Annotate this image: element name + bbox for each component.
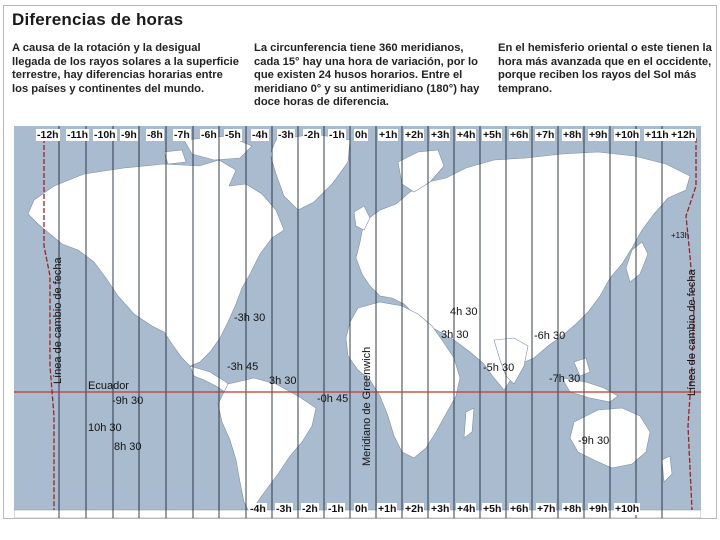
ecuador-label: Ecuador (88, 380, 129, 392)
top-zone-label: -2h (304, 129, 320, 141)
paragraph-meridians: La circunferencia tiene 360 meridianos, cada 15° hay una hora de variación, por lo que existen 24 husos horarios. Entre el meridiano 0° y su antimeridiano (180°) hay doce horas de diferencia. (254, 42, 480, 109)
top-zone-label: +10h (615, 129, 640, 141)
bottom-zone-label: -1h (328, 503, 344, 515)
top-zone-label: +4h (457, 129, 476, 141)
top-zone-label: -1h (329, 129, 345, 141)
paragraph-rotation: A causa de la rotación y la desigual llegada de los rayos solares a la superficie terrestre, hay diferencias horarias entre los países y continentes del mundo. (12, 42, 239, 95)
zone-offset-label: -9h 30 (578, 435, 610, 447)
map-canvas (14, 126, 701, 518)
top-zone-label: -8h (147, 129, 163, 141)
top-zone-label: -7h (174, 129, 190, 141)
top-zone-label: -12h (37, 129, 59, 141)
top-zone-label: +8h (563, 129, 582, 141)
top-zone-label: -4h (252, 129, 268, 141)
top-zone-label: +6h (510, 129, 529, 141)
zone-offset-label: -0h 45 (317, 393, 349, 405)
zone-offset-label: -3h 30 (234, 312, 266, 324)
bottom-zone-label: +7h (537, 503, 556, 515)
zone-offset-label: -6h 30 (534, 330, 566, 342)
bottom-zone-label: +2h (405, 503, 424, 515)
zone-offset-label: +13h (671, 231, 690, 240)
bottom-zone-label: +3h (431, 503, 450, 515)
paragraph-eastern-hemisphere: En el hemisferio oriental o este tienen la hora más avanzada que en el occidente, porque reciben los rayos del Sol más temprano. (498, 42, 712, 95)
top-zone-label: +12h (671, 129, 696, 141)
zone-offset-label: 3h 30 (441, 329, 469, 341)
date-line-right-label: Línea de cambio de fecha (686, 269, 698, 396)
bottom-zone-label: +9h (589, 503, 608, 515)
zone-offset-label: -5h 30 (483, 362, 515, 374)
top-zone-label: +2h (405, 129, 424, 141)
world-time-zone-map (14, 126, 701, 518)
bottom-zone-label: +10h (615, 503, 640, 515)
top-zone-label: +7h (536, 129, 555, 141)
zone-offset-label: 8h 30 (114, 441, 142, 453)
top-zone-label: +3h (431, 129, 450, 141)
bottom-zone-label: +1h (378, 503, 397, 515)
bottom-zone-label: +4h (457, 503, 476, 515)
date-line-left-label: Línea de cambio de fecha (52, 257, 64, 384)
zone-offset-label: -7h 30 (549, 373, 581, 385)
top-zone-label: -5h (225, 129, 241, 141)
top-zone-label: +5h (483, 129, 502, 141)
bottom-zone-label: +6h (510, 503, 529, 515)
top-zone-label: -10h (94, 129, 116, 141)
zone-offset-label: 10h 30 (88, 422, 122, 434)
top-zone-label: +1h (379, 129, 398, 141)
zone-offset-label: -9h 30 (112, 395, 144, 407)
top-zone-label: -6h (201, 129, 217, 141)
top-zone-label: -3h (278, 129, 294, 141)
bottom-zone-label: +5h (483, 503, 502, 515)
top-zone-label: +9h (589, 129, 608, 141)
greenwich-meridian-label: Meridiano de Greenwich (361, 346, 373, 466)
bottom-zone-label: 0h (355, 503, 368, 515)
bottom-zone-label: -4h (250, 503, 266, 515)
bottom-zone-label: -3h (276, 503, 292, 515)
page-title: Diferencias de horas (12, 10, 184, 29)
bottom-zone-label: -2h (302, 503, 318, 515)
zone-offset-label: 4h 30 (450, 306, 478, 318)
bottom-zone-label: +8h (563, 503, 582, 515)
map-figure (3, 5, 717, 519)
top-zone-label: -11h (67, 129, 89, 141)
top-zone-label: -9h (121, 129, 137, 141)
zone-offset-label: -3h 45 (227, 361, 259, 373)
zone-offset-label: 3h 30 (269, 375, 297, 387)
top-zone-label: 0h (355, 129, 368, 141)
top-zone-label: +11h (645, 129, 669, 141)
